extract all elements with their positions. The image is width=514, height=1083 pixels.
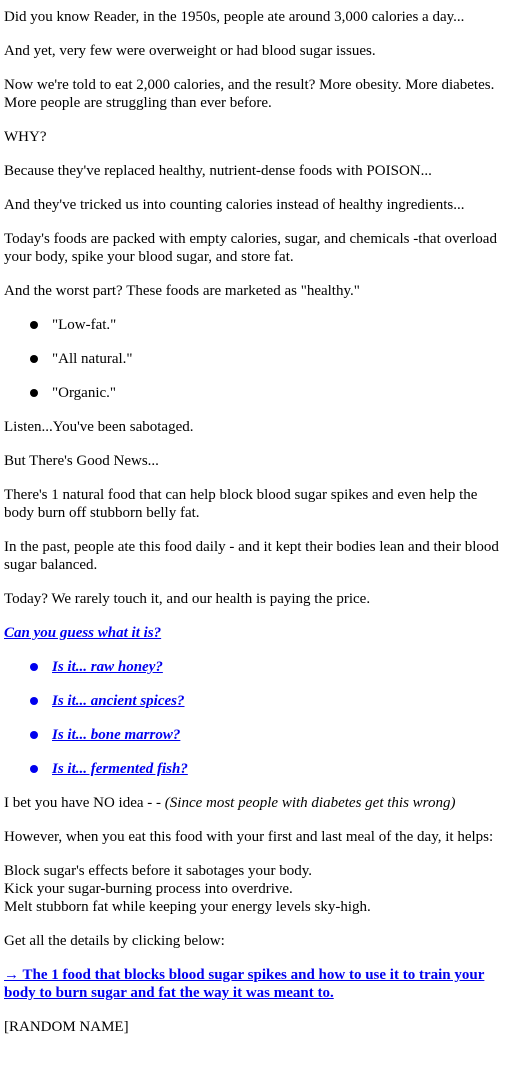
paragraph: In the past, people ate this food daily - and it kept their bodies lean and their blood sugar balanced. [4, 539, 499, 573]
guess-link-ancient-spices[interactable]: Is it... ancient spices? [52, 693, 185, 709]
paragraph: Because they've replaced healthy, nutrient-dense foods with POISON... [4, 163, 432, 179]
list-item-text: "All natural." [52, 351, 133, 367]
bullet-icon [30, 663, 38, 671]
paragraph: Today's foods are packed with empty calories, sugar, and chemicals -that overload your body, spike your blood sugar, and store fat. [4, 231, 497, 265]
marketing-terms-list [4, 316, 510, 402]
bullet-icon [30, 389, 38, 397]
list-item [52, 726, 510, 744]
paragraph: WHY? [4, 129, 47, 145]
benefit-line: Block sugar's effects before it sabotages your body. [4, 863, 313, 879]
question-paragraph [4, 624, 510, 642]
paragraph: Now we're told to eat 2,000 calories, and the result? More obesity. More diabetes. More people are struggling than ever before. [4, 77, 495, 111]
paragraph: And yet, very few were overweight or had blood sugar issues. [4, 43, 376, 59]
paragraph: Get all the details by clicking below: [4, 933, 225, 949]
guess-link-raw-honey[interactable]: Is it... raw honey? [52, 659, 163, 675]
list-item [52, 316, 510, 334]
guess-link-fermented-fish[interactable]: Is it... fermented fish? [52, 761, 188, 777]
paragraph: But There's Good News... [4, 453, 159, 469]
list-item [52, 760, 510, 778]
cta-link[interactable]: → The 1 food that blocks blood sugar spikes and how to use it to train your body to burn sugar and fat the way it was meant to. [4, 967, 485, 1001]
bullet-icon [30, 355, 38, 363]
bullet-icon [30, 731, 38, 739]
cta-paragraph [4, 966, 510, 1002]
paragraph: And they've tricked us into counting calories instead of healthy ingredients... [4, 197, 465, 213]
paragraph: Listen...You've been sabotaged. [4, 419, 194, 435]
paragraph-aside: (Since most people with diabetes get this wrong) [164, 795, 456, 811]
bullet-icon [30, 765, 38, 773]
benefits-block [4, 862, 510, 916]
paragraph: Today? We rarely touch it, and our health is paying the price. [4, 591, 371, 607]
paragraph-lead: I bet you have NO idea - - [4, 795, 165, 811]
list-item-text: "Low-fat." [52, 317, 117, 333]
benefit-line: Kick your sugar-burning process into overdrive. [4, 881, 293, 897]
paragraph [4, 794, 510, 812]
list-item [52, 350, 510, 368]
list-item [52, 384, 510, 402]
bullet-icon [30, 697, 38, 705]
list-item [52, 692, 510, 710]
benefit-line: Melt stubborn fat while keeping your energy levels sky-high. [4, 899, 371, 915]
guess-question-link[interactable]: Can you guess what it is? [4, 625, 162, 641]
intro-paragraph: Did you know Reader, in the 1950s, people ate around 3,000 calories a day... [4, 9, 465, 25]
guess-link-bone-marrow[interactable]: Is it... bone marrow? [52, 727, 181, 743]
signature: [RANDOM NAME] [4, 1019, 129, 1035]
guess-links-list [4, 658, 510, 778]
bullet-icon [30, 321, 38, 329]
list-item-text: "Organic." [52, 385, 117, 401]
paragraph: However, when you eat this food with your first and last meal of the day, it helps: [4, 829, 494, 845]
paragraph: There's 1 natural food that can help block blood sugar spikes and even help the body burn off stubborn belly fat. [4, 487, 478, 521]
list-item [52, 658, 510, 676]
paragraph: And the worst part? These foods are marketed as "healthy." [4, 283, 360, 299]
